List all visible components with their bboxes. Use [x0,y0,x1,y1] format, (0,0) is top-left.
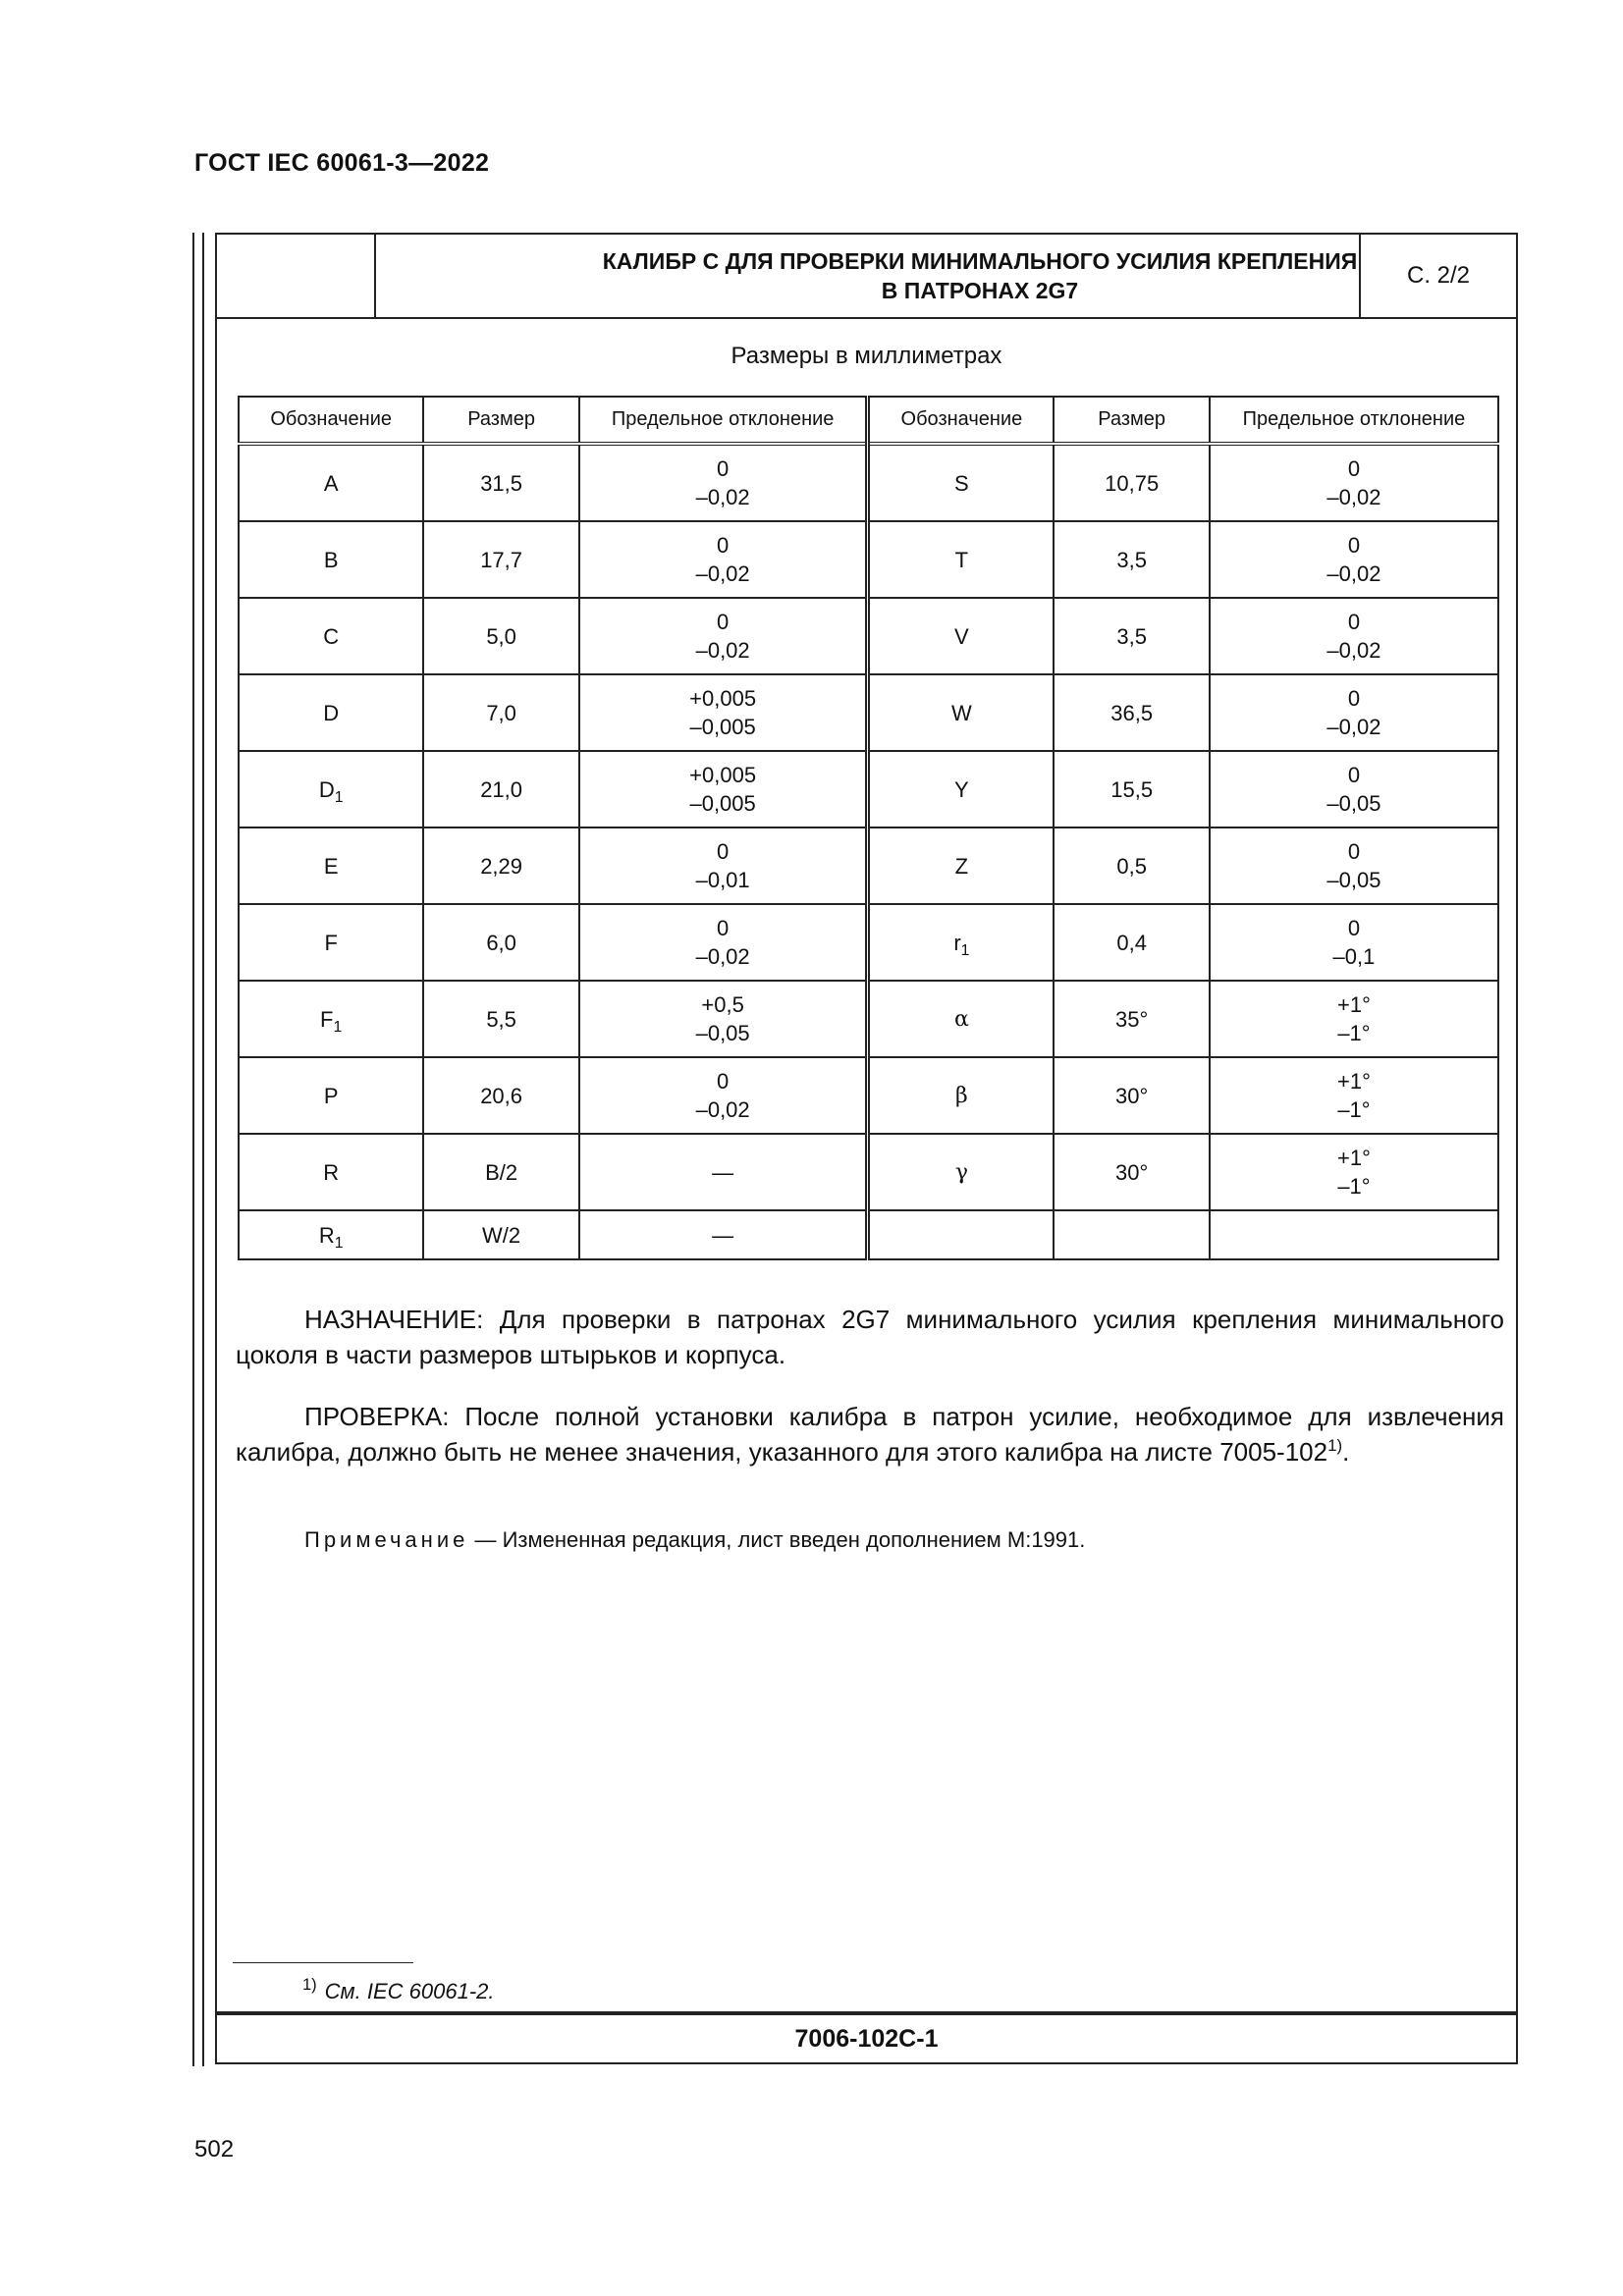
cell-designation [868,751,1055,828]
cell-tolerance [579,981,868,1057]
tolerance-upper: +1° [1337,992,1371,1017]
designation-symbol: T [954,547,969,572]
cell-tolerance [579,1210,868,1259]
tolerance-lower: –0,02 [1326,715,1381,739]
cell-size: 36,5 [1054,674,1210,751]
table-row [239,828,1498,904]
table-row [239,1210,1498,1259]
tolerance-upper: — [712,1222,734,1248]
cell-size [1054,1210,1210,1259]
tolerance-upper: 0 [1347,763,1361,787]
tolerance-lower: –0,02 [695,485,750,509]
footnote [302,1976,495,2004]
designation-symbol: A [323,470,339,496]
table-row [239,521,1498,598]
tolerance-upper: 0 [717,533,730,558]
designation-symbol: E [323,853,339,879]
cell-size: 7,0 [423,674,579,751]
tolerance-upper: +0,5 [701,992,744,1017]
tolerance-upper: 0 [1347,916,1361,940]
tolerance-lower: –0,02 [1326,485,1381,509]
title-row [217,235,1516,319]
tolerance-upper: 0 [717,610,730,634]
designation-symbol: W [951,700,972,725]
designation-symbol: D [318,776,335,802]
cell-tolerance [579,598,868,674]
table-row [239,674,1498,751]
dimensions-table [238,396,1499,1260]
designation-symbol: F [320,1006,334,1032]
designation-symbol: γ [954,1160,968,1185]
cell-tolerance [579,674,868,751]
designation-subscript: 1 [334,788,344,806]
tolerance-lower: –0,05 [1326,791,1381,816]
note-label: Примечание [304,1527,469,1552]
table-header-row [239,397,1498,444]
tolerance-lower: –0,05 [695,1021,750,1045]
header-tolerance: Предельное отклонение [1210,397,1498,444]
sheet-frame [215,233,1518,2064]
tolerance-lower: –0,02 [1326,638,1381,663]
tolerance-lower: –0,1 [1332,944,1376,969]
margin-line-inner [202,233,204,2066]
tolerance-upper: +0,005 [689,763,757,787]
cell-tolerance [579,521,868,598]
check-text: ПРОВЕРКА: После полной установки калибра в патрон усилие, необходимое для извлечения калибра, должно быть не менее значения, указанного для этого калибра на листе 7005-102 [236,1402,1504,1467]
designation-symbol: P [323,1083,339,1108]
designation-symbol: Z [954,853,969,879]
cell-size: 5,5 [423,981,579,1057]
tolerance-lower: –1° [1337,1021,1371,1045]
designation-subscript: 1 [333,1018,343,1036]
purpose-paragraph: НАЗНАЧЕНИЕ: Для проверки в патронах 2G7 минимального усилия крепления минимального цоколя в части размеров штырьков и корпуса. [236,1305,1504,1369]
cell-size: 20,6 [423,1057,579,1134]
cell-tolerance [1210,751,1498,828]
tolerance-upper: — [712,1159,734,1185]
cell-designation [868,828,1055,904]
table-row [239,598,1498,674]
footnote-text: См. IEC 60061-2. [324,1979,495,2004]
cell-tolerance [1210,981,1498,1057]
cell-designation [239,981,423,1057]
check-paragraph [236,1399,1504,1469]
cell-designation [868,904,1055,981]
cell-designation [239,1057,423,1134]
designation-symbol: D [323,700,340,725]
cell-size: 3,5 [1054,521,1210,598]
cell-tolerance [1210,521,1498,598]
tolerance-lower: –0,02 [695,561,750,586]
table-row [239,904,1498,981]
cell-designation [239,521,423,598]
cell-tolerance [1210,598,1498,674]
designation-symbol: β [955,1084,968,1108]
cell-tolerance [1210,904,1498,981]
designation-symbol: F [324,930,338,955]
designation-symbol: R [318,1222,335,1248]
cell-size: 21,0 [423,751,579,828]
tolerance-lower: –1° [1337,1097,1371,1122]
note [304,1525,1483,1555]
cell-designation [239,751,423,828]
cell-designation [239,598,423,674]
cell-designation [239,444,423,521]
cell-designation [868,598,1055,674]
footnote-reference: 1) [1327,1435,1343,1455]
sheet-title-line1: КАЛИБР С ДЛЯ ПРОВЕРКИ МИНИМАЛЬНОГО УСИЛИЯ КРЕПЛЕНИЯ [602,248,1358,274]
designation-subscript: 1 [960,941,970,959]
tolerance-lower: –0,02 [695,1097,750,1122]
sheet-page-ref: С. 2/2 [1359,235,1516,317]
check-text-end: . [1342,1437,1350,1467]
designation-symbol: C [323,623,340,649]
cell-size: 6,0 [423,904,579,981]
tolerance-upper: 0 [1347,533,1361,558]
tolerance-lower: –0,005 [689,791,756,816]
tolerance-upper: 0 [1347,686,1361,711]
table-row [239,751,1498,828]
table-row [239,981,1498,1057]
designation-symbol: r [953,930,961,955]
tolerance-upper: +0,005 [689,686,757,711]
cell-tolerance [579,751,868,828]
cell-size: 0,5 [1054,828,1210,904]
header-tolerance: Предельное отклонение [579,397,868,444]
cell-designation [868,444,1055,521]
cell-designation [868,1057,1055,1134]
cell-tolerance [579,1134,868,1210]
cell-size: 3,5 [1054,598,1210,674]
table-row [239,1134,1498,1210]
cell-designation [239,674,423,751]
tolerance-upper: 0 [1347,456,1361,481]
cell-tolerance [1210,674,1498,751]
cell-designation [868,1210,1055,1259]
tolerance-upper: 0 [717,839,730,864]
tolerance-upper: 0 [1347,610,1361,634]
note-text: — Измененная редакция, лист введен дополнением М:1991. [468,1527,1086,1552]
sheet-code: 7006-102C-1 [217,2011,1516,2062]
designation-symbol: α [953,1007,969,1032]
sheet-title-line2: В ПАТРОНАХ 2G7 [881,278,1079,303]
designation-subscript: 1 [334,1234,344,1252]
tolerance-lower: –0,02 [695,638,750,663]
header-size: Размер [1054,397,1210,444]
tolerance-upper: 0 [717,456,730,481]
cell-size: 0,4 [1054,904,1210,981]
table-body [239,444,1498,1259]
header-designation: Обозначение [868,397,1055,444]
cell-tolerance [579,1057,868,1134]
designation-symbol: Y [954,776,969,802]
tolerance-lower: –0,005 [689,715,756,739]
designation-symbol: V [954,623,969,649]
tolerance-lower: –0,01 [695,868,750,892]
standard-header: ГОСТ IEC 60061-3—2022 [194,149,490,177]
table-row [239,1057,1498,1134]
margin-line-outer [192,233,194,2066]
cell-size: 10,75 [1054,444,1210,521]
cell-designation [868,1134,1055,1210]
cell-designation [868,674,1055,751]
footnote-rule [233,1962,413,1963]
cell-size: 15,5 [1054,751,1210,828]
designation-symbol: B [323,547,339,572]
page-number: 502 [194,2136,235,2163]
tolerance-upper: 0 [717,1069,730,1094]
cell-designation [239,904,423,981]
tolerance-lower: –0,02 [1326,561,1381,586]
designation-symbol: S [954,470,969,496]
tolerance-lower: –0,05 [1326,868,1381,892]
cell-tolerance [579,904,868,981]
cell-tolerance [1210,1210,1498,1259]
cell-tolerance [1210,1057,1498,1134]
title-blank-cell [217,235,376,317]
footnote-mark: 1) [302,1976,317,1994]
cell-tolerance [579,444,868,521]
tolerance-upper: 0 [1347,839,1361,864]
cell-tolerance [579,828,868,904]
cell-size: B/2 [423,1134,579,1210]
tolerance-upper: 0 [717,916,730,940]
cell-size: 5,0 [423,598,579,674]
units-caption: Размеры в миллиметрах [730,343,1002,369]
cell-designation [868,981,1055,1057]
header-designation: Обозначение [239,397,423,444]
cell-tolerance [1210,444,1498,521]
tolerance-lower: –0,02 [695,944,750,969]
cell-size: 17,7 [423,521,579,598]
tolerance-upper: +1° [1337,1069,1371,1094]
cell-designation [239,1210,423,1259]
cell-designation [239,828,423,904]
header-size: Размер [423,397,579,444]
table-row [239,444,1498,521]
cell-size: 30° [1054,1057,1210,1134]
cell-designation [239,1134,423,1210]
cell-tolerance [1210,828,1498,904]
cell-size: 35° [1054,981,1210,1057]
cell-size: 31,5 [423,444,579,521]
designation-symbol: R [323,1159,340,1185]
cell-tolerance [1210,1134,1498,1210]
cell-size: 30° [1054,1134,1210,1210]
tolerance-lower: –1° [1337,1174,1371,1199]
cell-size: 2,29 [423,828,579,904]
cell-size: W/2 [423,1210,579,1259]
tolerance-upper: +1° [1337,1146,1371,1170]
cell-designation [868,521,1055,598]
